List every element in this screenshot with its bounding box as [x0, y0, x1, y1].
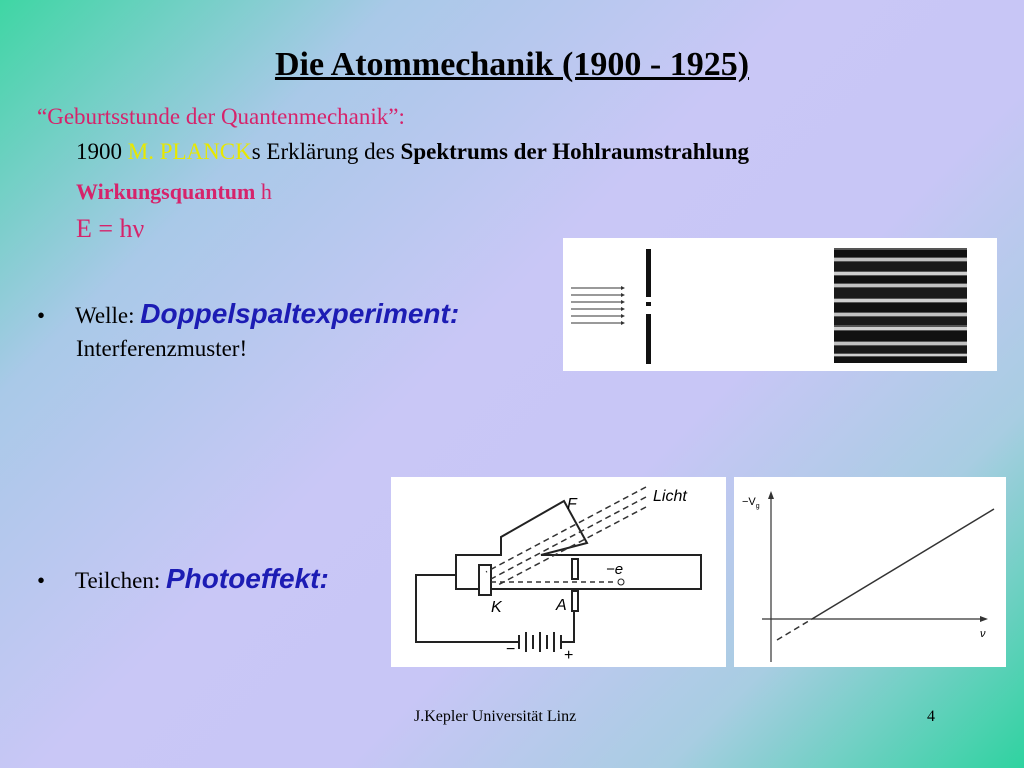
photoeffect-heading: Photoeffekt: — [166, 563, 329, 594]
interference-pattern — [834, 248, 967, 363]
incoming-rays — [571, 288, 621, 323]
photoeffect-apparatus-diagram — [391, 477, 726, 667]
spectrum-text: Spektrums der Hohlraumstrahlung — [400, 139, 750, 164]
bullet-wave — [37, 298, 459, 330]
label-filter: F — [567, 496, 577, 513]
bullet-particle-label: Teilchen: — [75, 568, 166, 593]
photoeffect-graph-figure — [734, 477, 1006, 667]
double-slit-figure — [563, 238, 997, 371]
double-slit-diagram — [563, 238, 997, 371]
photoeffect-graph — [734, 477, 1006, 667]
slit-wall-top — [646, 249, 651, 297]
label-cathode: K — [491, 599, 502, 616]
intro-quote: “Geburtsstunde der Quantenmechanik”: — [37, 104, 405, 129]
cathode-plate — [479, 565, 491, 595]
battery — [519, 632, 561, 652]
electron-marker — [618, 579, 624, 585]
x-axis-arrow — [980, 616, 988, 622]
quantum-label: Wirkungsquantum — [76, 179, 256, 204]
label-minus: − — [506, 641, 516, 658]
page-number: 4 — [927, 708, 935, 725]
graph-xlabel: ν — [980, 628, 986, 640]
quantum-line — [76, 179, 272, 205]
slit-wall-bottom — [646, 314, 651, 364]
formula: E = hν — [76, 214, 145, 243]
interference-text: Interferenzmuster! — [76, 336, 248, 361]
circuit-wire-left — [416, 575, 519, 642]
label-anode: A — [556, 597, 567, 614]
bullet-particle — [37, 563, 329, 595]
slit-wall-middle — [646, 302, 651, 306]
label-plus: + — [564, 647, 574, 664]
footer-institution: J.Kepler Universität Linz — [414, 708, 577, 725]
label-electron: −e — [606, 561, 624, 578]
planck-line — [76, 139, 749, 165]
ray-arrowheads — [621, 286, 625, 325]
double-slit-heading: Doppelspaltexperiment: — [140, 298, 460, 329]
graph-ylabel: $-V_g$ — [742, 496, 760, 510]
anode-bottom — [572, 591, 578, 611]
photoeffect-apparatus-figure — [391, 477, 726, 667]
voltage-line — [812, 509, 994, 619]
y-axis-arrow — [768, 491, 774, 499]
bullet-wave-label: Welle: — [75, 303, 141, 328]
planck-name: M. PLANCK — [127, 139, 252, 164]
anode-top — [572, 559, 578, 579]
bullet-marker: • — [37, 303, 46, 328]
planck-suffix: s Erklärung des — [251, 139, 401, 164]
planck-year: 1900 — [76, 139, 128, 164]
label-licht: Licht — [653, 488, 687, 505]
quantum-symbol: h — [255, 179, 272, 204]
page-title: Die Atommechanik (1900 - 1925) — [274, 46, 750, 83]
bullet-marker: • — [37, 568, 46, 593]
extrapolation-line — [777, 619, 812, 640]
